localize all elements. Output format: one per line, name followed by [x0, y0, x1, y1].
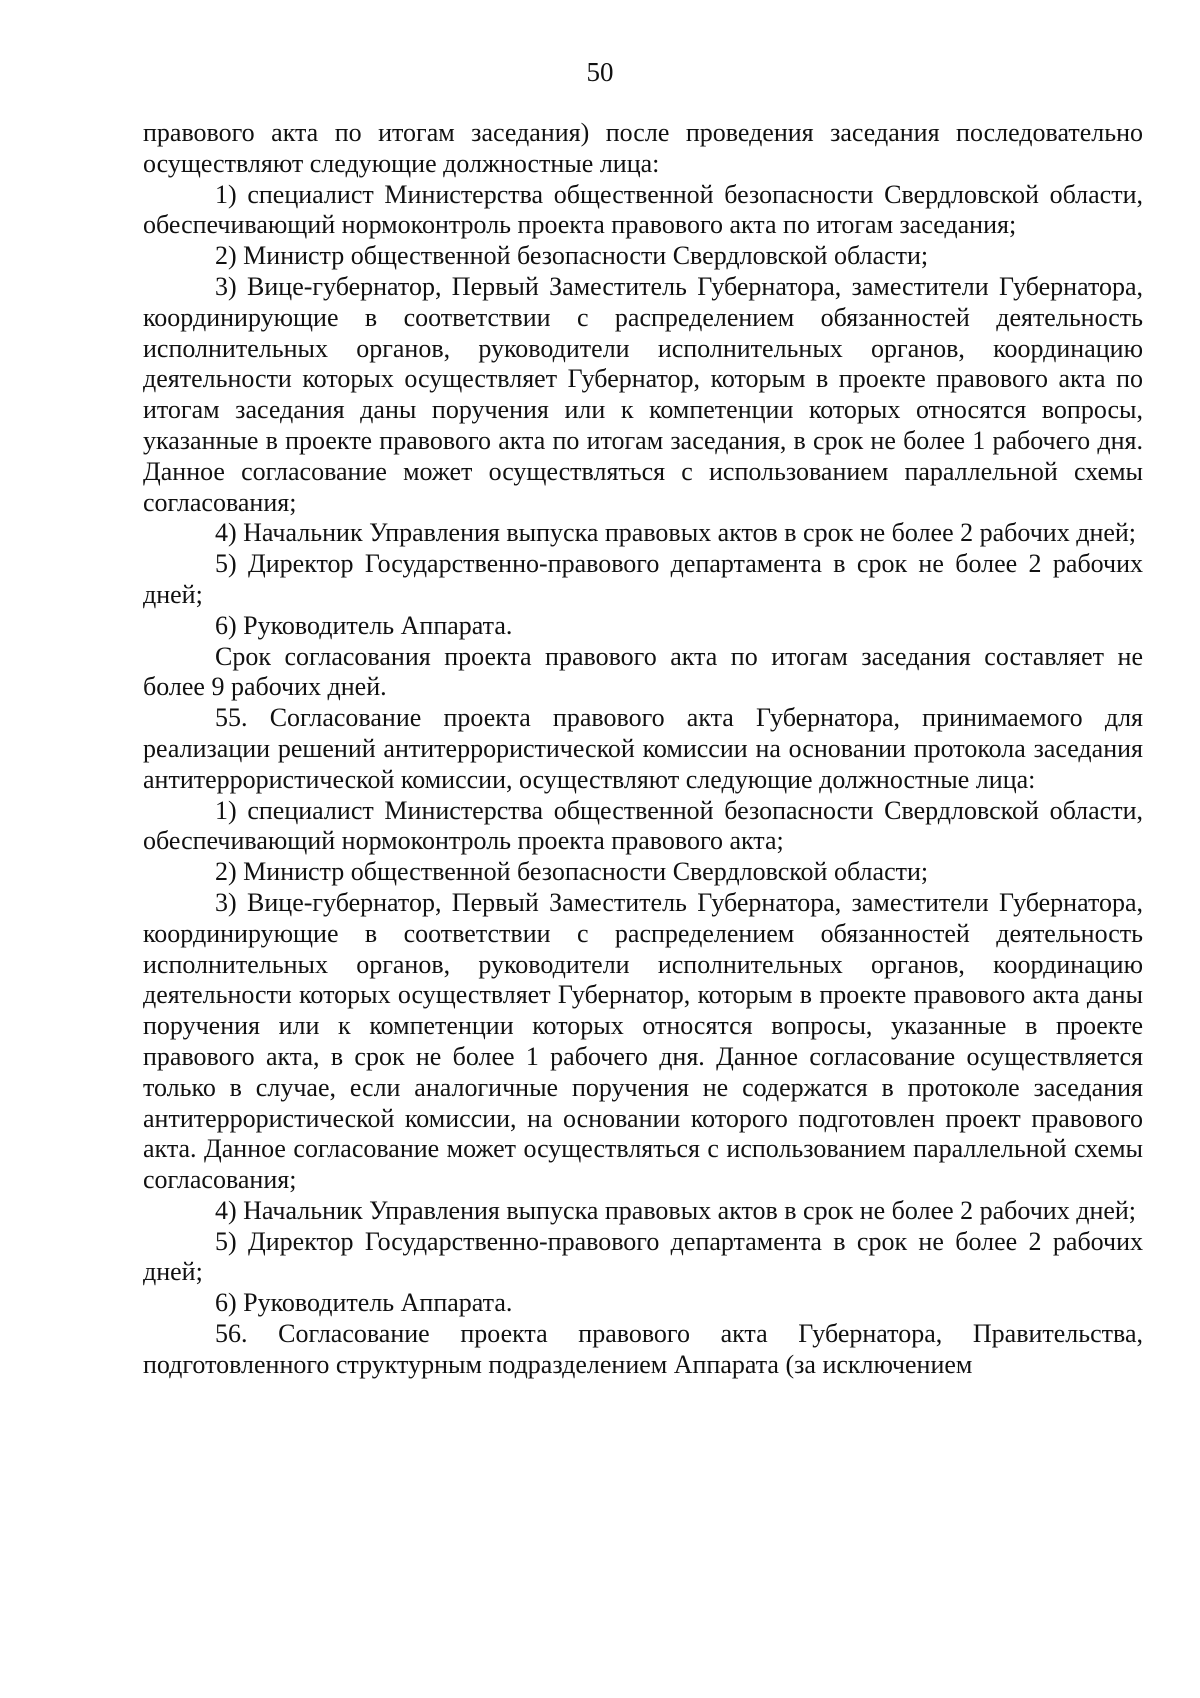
paragraph: 55. Согласование проекта правового акта Губернатора, принимаемого для реализации решений антитеррористической комиссии на основании протокола заседания антитеррористической комиссии, осуществляют следующие должностные лица:: [143, 703, 1143, 794]
paragraph: 2) Министр общественной безопасности Свердловской области;: [215, 857, 929, 887]
paragraph: 6) Руководитель Аппарата.: [215, 1288, 513, 1318]
paragraph: 3) Вице-губернатор, Первый Заместитель Губернатора, заместители Губернатора, координирующие в соответствии с распределением обязанностей деятельность исполнительных органов, руководители исполнительных органов, координацию деятельности которых осуществляет Губернатор, которым в проекте правового акта даны поручения или к компетенции которых относятся вопросы, указанные в проекте правового акта, в срок не более 1 рабочего дня. Данное согласование осуществляется только в случае, если аналогичные поручения не содержатся в протоколе заседания антитеррористической комиссии, на основании которого подготовлен проект правового акта. Данное согласование может осуществляться с использованием параллельной схемы согласования;: [143, 887, 1143, 1195]
paragraph: 56. Согласование проекта правового акта Губернатора, Правительства, подготовленного структурным подразделением Аппарата (за исключением: [143, 1319, 1143, 1379]
paragraph: 1) специалист Министерства общественной безопасности Свердловской области, обеспечивающий нормоконтроль проекта правового акта по итогам заседания;: [143, 179, 1143, 240]
paragraph: 4) Начальник Управления выпуска правовых актов в срок не более 2 рабочих дней;: [215, 1195, 1137, 1225]
paragraph: правового акта по итогам заседания) после проведения заседания последовательно осуществляют следующие должностные лица:: [143, 118, 1143, 178]
paragraph: 3) Вице-губернатор, Первый Заместитель Губернатора, заместители Губернатора, координирующие в соответствии с распределением обязанностей деятельность исполнительных органов, руководители исполнительных органов, координацию деятельности которых осуществляет Губернатор, которым в проекте правового акта по итогам заседания даны поручения или к компетенции которых относятся вопросы, указанные в проекте правового акта по итогам заседания, в срок не более 1 рабочего дня. Данное согласование может осуществляться с использованием параллельной схемы согласования;: [143, 271, 1143, 517]
paragraph: 2) Министр общественной безопасности Свердловской области;: [215, 241, 929, 271]
page-number: 50: [586, 57, 614, 87]
paragraph: Срок согласования проекта правового акта по итогам заседания составляет не более 9 рабочих дней.: [143, 641, 1143, 702]
paragraph: 5) Директор Государственно-правового департамента в срок не более 2 рабочих дней;: [143, 549, 1143, 609]
paragraph: 4) Начальник Управления выпуска правовых актов в срок не более 2 рабочих дней;: [215, 518, 1137, 548]
document-body: [143, 118, 1143, 1381]
paragraph: 1) специалист Министерства общественной безопасности Свердловской области, обеспечивающий нормоконтроль проекта правового акта;: [143, 795, 1143, 856]
paragraph: 6) Руководитель Аппарата.: [215, 610, 513, 640]
paragraph: 5) Директор Государственно-правового департамента в срок не более 2 рабочих дней;: [143, 1226, 1143, 1287]
